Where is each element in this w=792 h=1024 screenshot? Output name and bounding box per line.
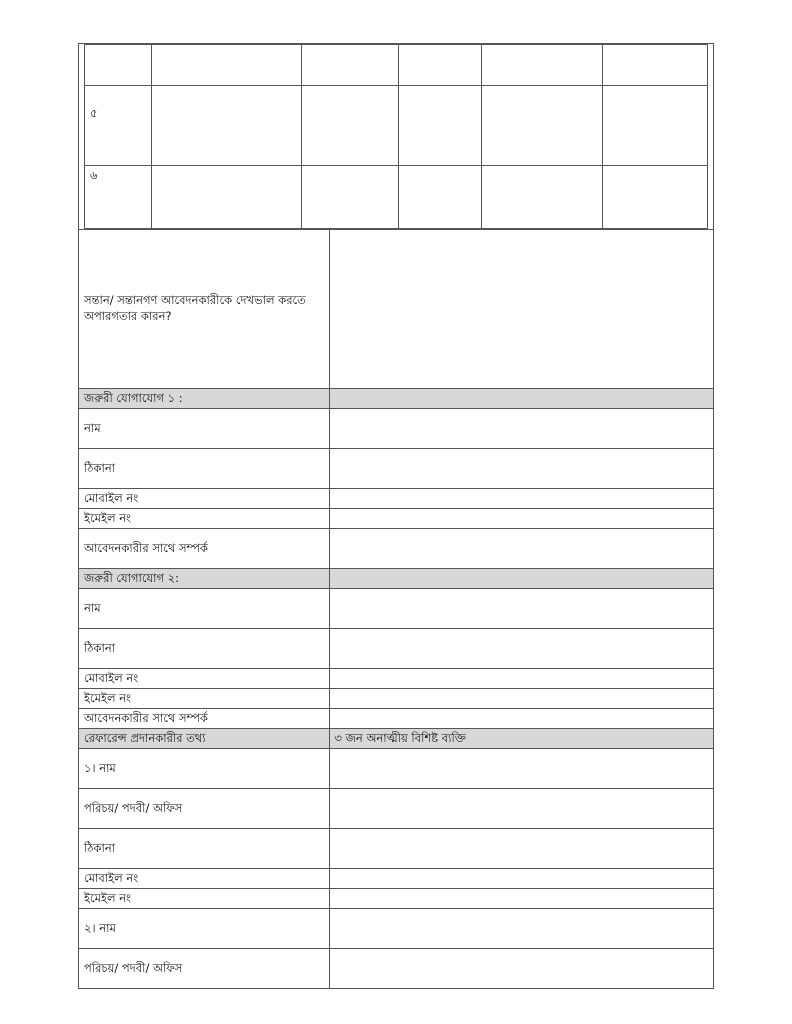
- reference1-email-field[interactable]: [329, 889, 713, 909]
- emergency1-relation-label: আবেদনকারীর সাথে সম্পর্ক: [79, 529, 329, 569]
- reference1-identity-field[interactable]: [329, 789, 713, 829]
- reference1-identity-label: পরিচয়/ পদবী/ অফিস: [79, 789, 329, 829]
- reference2-identity-field[interactable]: [329, 949, 713, 989]
- reference1-name-label: ১। নাম: [79, 749, 329, 789]
- reference2-identity-label: পরিচয়/ পদবী/ অফিস: [79, 949, 329, 989]
- table-row: [79, 709, 713, 729]
- emergency2-name-field[interactable]: [329, 589, 713, 629]
- emergency1-mobile-label: মোবাইল নং: [79, 489, 329, 509]
- emergency1-header: জরুরী যোগাযোগ ১ :: [79, 389, 329, 409]
- empty-cell: [603, 166, 708, 229]
- serial-cell: [85, 45, 152, 86]
- table-row: [79, 509, 713, 529]
- empty-cell: [302, 45, 399, 86]
- table-row: [79, 689, 713, 709]
- emergency2-address-field[interactable]: [329, 629, 713, 669]
- table-row: [79, 529, 713, 569]
- empty-cell: [603, 86, 708, 166]
- emergency2-mobile-label: মোবাইল নং: [79, 669, 329, 689]
- reference1-mobile-label: মোবাইল নং: [79, 869, 329, 889]
- empty-cell: [152, 45, 302, 86]
- reference1-mobile-field[interactable]: [329, 869, 713, 889]
- table-row: [85, 45, 708, 86]
- emergency1-header-row: [79, 389, 713, 409]
- table-row: [79, 669, 713, 689]
- empty-cell: [152, 166, 302, 229]
- reference-header-right: ৩ জন অনাত্মীয় বিশিষ্ট ব্যক্তি: [329, 729, 713, 749]
- reference-header-left: রেফারেন্স প্রদানকারীর তথ্য: [79, 729, 329, 749]
- table-row: [79, 409, 713, 449]
- emergency2-email-field[interactable]: [329, 689, 713, 709]
- empty-cell: [399, 166, 482, 229]
- table-row: [79, 909, 713, 949]
- reason-field[interactable]: [329, 230, 713, 389]
- empty-cell: [302, 86, 399, 166]
- emergency1-email-field[interactable]: [329, 509, 713, 529]
- emergency2-relation-label: আবেদনকারীর সাথে সম্পর্ক: [79, 709, 329, 729]
- empty-cell: [399, 45, 482, 86]
- reference1-address-label: ঠিকানা: [79, 829, 329, 869]
- table-row: [79, 829, 713, 869]
- reference1-name-field[interactable]: [329, 749, 713, 789]
- serial-cell: ৫: [85, 86, 152, 166]
- table-row: [79, 949, 713, 989]
- emergency2-email-label: ইমেইল নং: [79, 689, 329, 709]
- emergency2-header: জরুরী যোগাযোগ ২:: [79, 569, 329, 589]
- emergency1-address-field[interactable]: [329, 449, 713, 489]
- emergency2-header-row: [79, 569, 713, 589]
- emergency2-address-label: ঠিকানা: [79, 629, 329, 669]
- empty-cell: [482, 86, 603, 166]
- details-table: [79, 230, 713, 989]
- reference-header-row: [79, 729, 713, 749]
- emergency2-relation-field[interactable]: [329, 709, 713, 729]
- emergency1-email-label: ইমেইল নং: [79, 509, 329, 529]
- empty-cell: [482, 45, 603, 86]
- table-row: [79, 589, 713, 629]
- reference1-address-field[interactable]: [329, 829, 713, 869]
- table-row: [79, 869, 713, 889]
- table-row: [79, 489, 713, 509]
- form-outer-border: [78, 43, 714, 989]
- table-row: [79, 629, 713, 669]
- reference2-name-label: ২। নাম: [79, 909, 329, 949]
- header-blank-cell: [329, 389, 713, 409]
- reference1-email-label: ইমেইল নং: [79, 889, 329, 909]
- empty-cell: [399, 86, 482, 166]
- reason-label: সন্তান/ সন্তানগণ আবেদনকারীকে দেখভাল করতে অপারগতার কারন?: [79, 230, 329, 389]
- emergency1-address-label: ঠিকানা: [79, 449, 329, 489]
- empty-cell: [302, 166, 399, 229]
- family-members-table: [84, 44, 708, 229]
- table-row: [79, 749, 713, 789]
- application-form-page: [78, 43, 714, 989]
- table-row: [85, 86, 708, 166]
- table-row: [79, 789, 713, 829]
- emergency1-name-label: নাম: [79, 409, 329, 449]
- empty-cell: [152, 86, 302, 166]
- empty-cell: [482, 166, 603, 229]
- empty-cell: [603, 45, 708, 86]
- emergency2-name-label: নাম: [79, 589, 329, 629]
- emergency1-relation-field[interactable]: [329, 529, 713, 569]
- reference2-name-field[interactable]: [329, 909, 713, 949]
- emergency1-mobile-field[interactable]: [329, 489, 713, 509]
- table-row: [79, 449, 713, 489]
- serial-cell: ৬: [85, 166, 152, 229]
- family-table-wrapper: [79, 44, 713, 230]
- table-row: [79, 889, 713, 909]
- header-blank-cell: [329, 569, 713, 589]
- reason-row: [79, 230, 713, 389]
- table-row: [85, 166, 708, 229]
- emergency2-mobile-field[interactable]: [329, 669, 713, 689]
- emergency1-name-field[interactable]: [329, 409, 713, 449]
